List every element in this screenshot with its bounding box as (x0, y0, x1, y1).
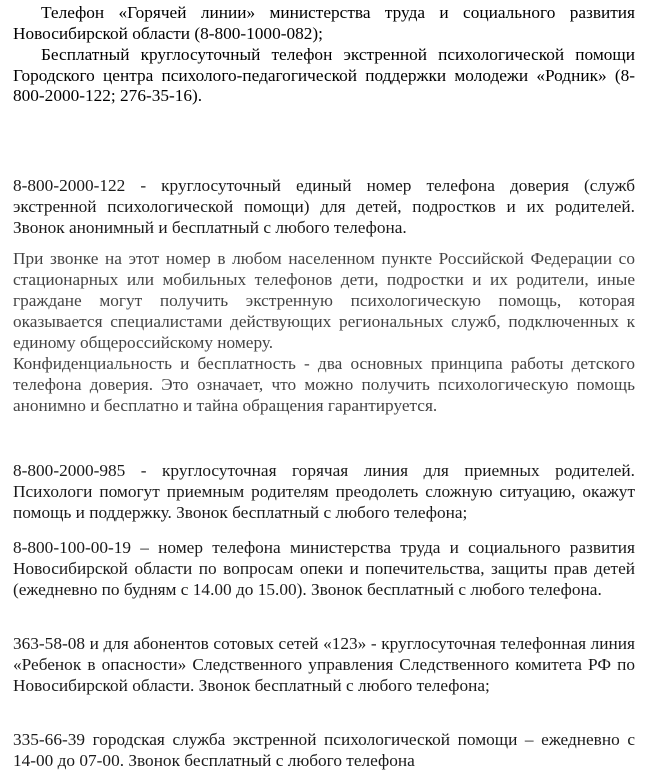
danger-line-paragraph: 363-58-08 и для абонентов сотовых сетей «123» - круглосуточная телефонная линия «Ребенок в опасности» Следственного управления Следственного комитета РФ по Новосибирской области. Звонок бесплатный с любого телефона; (13, 634, 635, 695)
principles-paragraph: Конфиденциальность и бесплатность - два основных принципа работы детского телефона доверия. Это означает, что можно получить психологическую помощь анонимно и бесплатно и тайна обращения гарантируется. (13, 354, 635, 415)
trust-details-paragraph: При звонке на этот номер в любом населенном пункте Российской Федерации со стационарных или мобильных телефонов дети, подростки и их родители, иные граждане могут получить экстренную психологическую помощь, которая оказывается специалистами действующих региональных служб, подключенных к единому общероссийскому номеру. (13, 249, 635, 352)
city-line-paragraph: 335-66-39 городская служба экстренной психологической помощи – ежедневно с 14-00 до 07-00. Звонок бесплатный с любого телефона (13, 730, 635, 770)
trust-line-paragraph: 8-800-2000-122 - круглосуточный единый номер телефона доверия (служб экстренной психологической помощи) для детей, подростков и их родителей. Звонок анонимный и бесплатный с любого телефона. (13, 176, 635, 237)
intro-rodnik-paragraph: Бесплатный круглосуточный телефон экстренной психологической помощи Городского центра психолого-педагогической поддержки молодежи «Родник» (8-800-2000-122; 276-35-16). (13, 45, 635, 105)
intro-hotline-paragraph: Телефон «Горячей линии» министерства труда и социального развития Новосибирской области (8-800-1000-082); (13, 3, 635, 43)
foster-line-paragraph: 8-800-2000-985 - круглосуточная горячая линия для приемных родителей. Психологи помогут приемным родителям преодолеть сложную ситуацию, окажут помощь и поддержку. Звонок бесплатный с любого телефона; (13, 461, 635, 522)
ministry-line-paragraph: 8-800-100-00-19 – номер телефона министерства труда и социального развития Новосибирской области по вопросам опеки и попечительства, защиты прав детей (ежедневно по будням с 14.00 до 15.00). Звонок бесплатный с любого телефона. (13, 538, 635, 599)
